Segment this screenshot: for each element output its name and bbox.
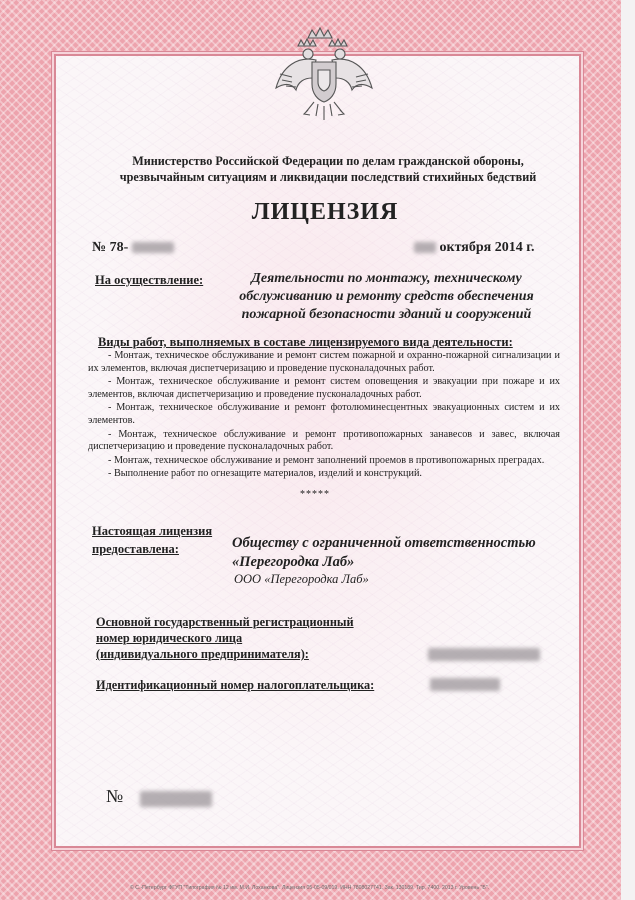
licensee-name-line2: «Перегородка Лаб» [232, 554, 355, 570]
document-title: ЛИЦЕНЗИЯ [251, 199, 399, 225]
work-item: - Монтаж, техническое обслуживание и ремонт систем оповещения и эвакуации при пожаре и их элементов, включая диспетчеризацию и проведение пусконаладочных работ. [88, 376, 560, 400]
license-date [414, 240, 534, 256]
form-serial-value [140, 790, 212, 808]
license-date-text: октября 2014 г. [439, 240, 535, 255]
licensee-short-name: ООО «Перегородка Лаб» [234, 572, 369, 586]
ogrn-label-line2: номер юридического лица [96, 631, 243, 645]
ogrn-value [428, 645, 540, 663]
redacted-day [414, 242, 436, 253]
inn-value [430, 675, 500, 693]
license-number [92, 240, 174, 256]
coat-of-arms-icon [268, 18, 380, 130]
work-item: - Монтаж, техническое обслуживание и ремонт систем пожарной и охранно-пожарной сигнализации и их элементов, включая диспетчеризацию и проведение пусконаладочных работ. [88, 350, 560, 374]
printer-imprint: © С.-Петербург ФГУП "Типография № 12 им. М.И. Лоханкова". Лицензия 05-05-09/019. ИНН 7808027741. Зак. 130189. Тир. 7400. 2013 г. Уровень "Б". [130, 885, 490, 891]
license-number-prefix: № 78- [92, 240, 129, 255]
works-list [88, 350, 560, 482]
granted-label-line2: предоставлена: [92, 542, 179, 556]
ogrn-label-line1: Основной государственный регистрационный [96, 615, 354, 629]
redacted-inn [430, 678, 500, 691]
licensee-name-line1: Обществу с ограниченной ответственностью [232, 535, 536, 551]
inn-label: Идентификационный номер налогоплательщика: [96, 678, 375, 692]
redacted-license-number [132, 242, 174, 253]
work-item: - Выполнение работ по огнезащите материалов, изделий и конструкций. [108, 468, 422, 480]
ogrn-label-line3: (индивидуального предпринимателя): [96, 647, 309, 661]
ogrn-label [96, 614, 354, 662]
works-heading: Виды работ, выполняемых в составе лицензируемого вида деятельности: [98, 335, 513, 349]
section-separator: ***** [300, 489, 330, 500]
purpose-label: На осуществление: [95, 273, 204, 287]
licensee-name [232, 534, 536, 572]
scan-edge [621, 0, 635, 900]
purpose-text: Деятельности по монтажу, техническому обслуживанию и ремонту средств обеспечения пожарной безопасности зданий и сооружений [239, 271, 534, 322]
work-item: - Монтаж, техническое обслуживание и ремонт фотолюминесцентных эвакуационных систем и их элементов. [88, 402, 560, 426]
issuing-authority: Министерство Российской Федерации по делам гражданской обороны, чрезвычайным ситуациям и ликвидации последствий стихийных бедствий [119, 154, 537, 184]
redacted-ogrn [428, 648, 540, 661]
work-item: - Монтаж, техническое обслуживание и ремонт противопожарных занавесов и завес, включая диспетчеризацию и проведение пусконаладочных работ. [88, 428, 560, 453]
granted-label [92, 522, 212, 558]
work-item: - Монтаж, техническое обслуживание и ремонт заполнений проемов в противопожарных преградах. [108, 454, 545, 466]
redacted-serial [140, 791, 212, 807]
form-serial-sign: № [106, 786, 124, 806]
granted-label-line1: Настоящая лицензия [92, 524, 213, 538]
